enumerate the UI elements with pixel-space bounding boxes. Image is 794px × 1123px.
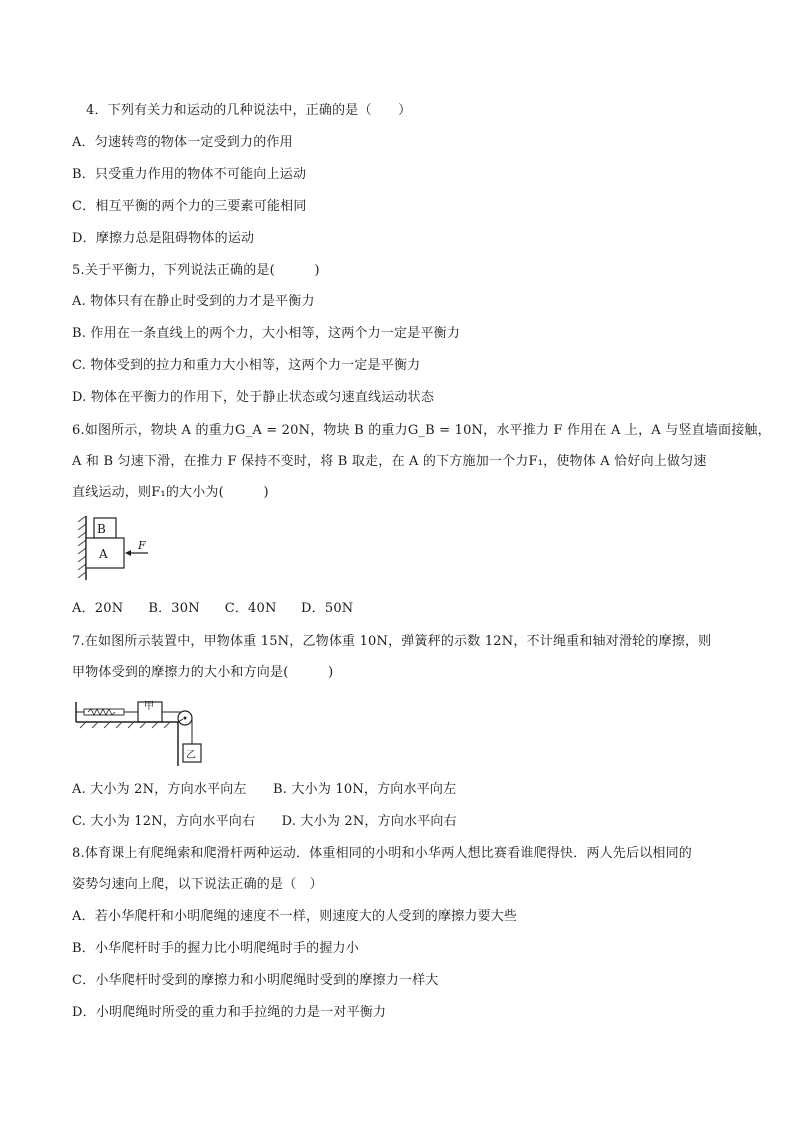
q7-fig-label-jia: 甲 <box>144 701 155 712</box>
q4-stem: 4．下列有关力和运动的几种说法中，正确的是（ ） <box>86 103 412 118</box>
q8-option-b: B．小华爬杆时手的握力比小明爬绳时手的握力小 <box>72 941 359 956</box>
q5-option-b: B. 作用在一条直线上的两个力，大小相等，这两个力一定是平衡力 <box>72 326 461 341</box>
q4-option-c: C．相互平衡的两个力的三要素可能相同 <box>72 199 307 214</box>
q6-choice-d: D．50N <box>301 601 354 616</box>
q6-choice-a: A．20N <box>72 601 124 616</box>
q4-option-d: D．摩擦力总是阻碍物体的运动 <box>72 231 255 246</box>
q6-fig-label-a: A <box>99 547 108 561</box>
q7-line-2: 甲物体受到的摩擦力的大小和方向是( ) <box>72 665 334 680</box>
q8-line-1: 8.体育课上有爬绳索和爬滑杆两种运动．体重相同的小明和小华两人想比赛看谁爬得快．两人先后以相同的 <box>72 846 693 861</box>
q6-fig-label-f: F <box>138 539 146 552</box>
q5-option-d: D. 物体在平衡力的作用下，处于静止状态或匀速直线运动状态 <box>72 390 435 405</box>
q8-line-2: 姿势匀速向上爬，以下说法正确的是（ ） <box>72 877 323 892</box>
q5-option-a: A. 物体只有在静止时受到的力才是平衡力 <box>72 294 315 309</box>
q7-line-1: 7.在如图所示装置中，甲物体重 15N，乙物体重 10N，弹簧秤的示数 12N，不计绳重和轴对滑轮的摩擦，则 <box>72 634 712 649</box>
q7-options-cd: C. 大小为 12N，方向水平向右 D. 大小为 2N，方向水平向右 <box>72 814 457 829</box>
q6-figure-wall-blocks <box>70 514 160 584</box>
q8-option-c: C．小华爬杆时受到的摩擦力和小明爬绳时受到的摩擦力一样大 <box>72 973 439 988</box>
q4-option-b: B．只受重力作用的物体不可能向上运动 <box>72 167 307 182</box>
q8-option-a: A．若小华爬杆和小明爬绳的速度不一样，则速度大的人受到的摩擦力要大些 <box>72 909 518 924</box>
q7-options-ab: A. 大小为 2N，方向水平向左 B. 大小为 10N，方向水平向左 <box>72 782 457 797</box>
q6-line-3: 直线运动，则F₁的大小为( ) <box>72 485 269 500</box>
q7-fig-label-yi: 乙 <box>186 750 197 761</box>
q5-stem: 5.关于平衡力，下列说法正确的是( ) <box>72 263 320 278</box>
q6-choice-b: B．30N <box>148 601 200 616</box>
q6-line-2: A 和 B 匀速下滑，在推力 F 保持不变时，将 B 取走，在 A 的下方施加一个力F₁，使物体 A 恰好向上做匀速 <box>72 454 707 469</box>
q6-choice-c: C．40N <box>224 601 277 616</box>
q4-option-a: A．匀速转弯的物体一定受到力的作用 <box>72 135 293 150</box>
q5-option-c: C. 物体受到的拉力和重力大小相等，这两个力一定是平衡力 <box>72 358 421 373</box>
q6-fig-label-b: B <box>97 522 107 536</box>
q6-line-1: 6.如图所示，物块 A 的重力G_A = 20N，物块 B 的重力G_B = 10N，水平推力 F 作用在 A 上，A 与竖直墙面接触， <box>72 423 771 438</box>
q8-option-d: D．小明爬绳时所受的重力和手拉绳的力是一对平衡力 <box>72 1005 387 1020</box>
q6-choices <box>72 600 353 618</box>
